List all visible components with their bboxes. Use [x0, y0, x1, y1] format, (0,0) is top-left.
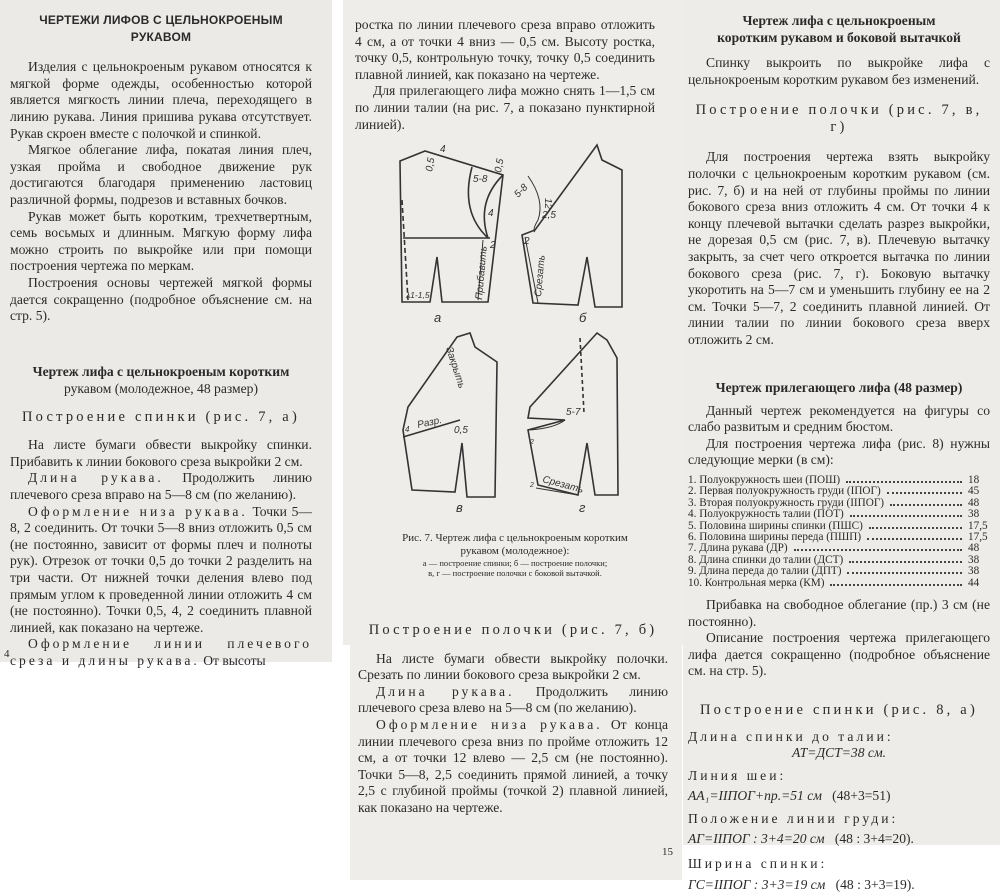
paragraph-text: Продолжить линию плечевого среза влево на 5—8 см (по желанию).: [358, 683, 668, 716]
paragraph: Для построения чертежа лифа (рис. 8) нужны следующие мерки (в см):: [688, 435, 990, 468]
label: 4: [405, 425, 410, 434]
dot-leader: [847, 572, 962, 574]
formula-label: Положение линии груди:: [688, 810, 899, 826]
caption-line: рукавом (молодежное):: [460, 545, 570, 557]
section-title: коротким рукавом и боковой вытачкой: [717, 30, 961, 45]
measurement-value: 38: [968, 508, 980, 521]
dot-leader: [830, 584, 962, 586]
measurement-value: 38: [968, 553, 980, 566]
measurement-label: 3. Вторая полуокружность груди (IIПОГ): [688, 496, 885, 509]
paragraph: Для прилегающего лифа можно снять 1—1,5 см по линии талии (на рис. 7, а показано пунктирной линией).: [355, 83, 655, 132]
paragraph: На листе бумаги обвести выкройку спинки. Прибавить к линии бокового среза выкройки 2 см.: [10, 437, 312, 469]
figure-letter: а: [434, 310, 442, 325]
measurement-item: [688, 578, 990, 589]
label: 0,5: [454, 425, 468, 436]
run-in-heading: Длина рукава.: [28, 470, 164, 486]
measurement-value: 48: [968, 542, 980, 555]
paragraph: [10, 470, 312, 503]
paragraph: [10, 636, 312, 669]
run-in-heading: Оформление низа рукава.: [28, 503, 248, 519]
dot-leader: [850, 515, 962, 517]
dot-leader: [794, 549, 962, 551]
paragraph: Построения основы чертежей мягкой формы дается сокращенно (подробное объяснение см. на стр. 5).: [10, 274, 312, 324]
label: 12: [542, 198, 553, 210]
dot-leader: [887, 492, 962, 494]
run-in-heading: Длина рукава.: [376, 683, 515, 699]
figure-caption: [360, 532, 670, 578]
paragraph-text: От высоты: [199, 653, 266, 668]
middle-page-bottom: [358, 622, 668, 817]
subheading: Построение полочки (рис. 7, в, г): [695, 102, 983, 135]
label: 2: [490, 240, 496, 251]
paragraph-text: Точки 5—8, 2 соединить. От точки 5—8 вниз отложить 0,5 см (не постоянно, зависит от формы плеч и полноты рук). Отрезок от точки 0,5 до точки 2 разделить на три части. От нижней точки деления влево под прямым углом к проведенной линии отложить 4 см (не постоянно). Точки 0,5, 4, 2 соединить плавной линией, как показано на чертеже.: [10, 503, 312, 635]
page-number: 15: [662, 846, 673, 858]
formula-calc: (48 : 3+4=20).: [834, 831, 914, 847]
left-page: [10, 12, 312, 670]
measurement-item: [688, 486, 990, 497]
label: 4: [440, 144, 446, 155]
label: 0,5: [424, 156, 438, 173]
measurements-list: [688, 475, 990, 589]
formula-label: Ширина спинки:: [688, 856, 828, 872]
subheading: Построение полочки (рис. 7, б): [368, 622, 658, 638]
paragraph: Описание построения чертежа прилегающего лифа дается сокращенно (подробное объяснение см. на стр. 5).: [688, 630, 990, 679]
run-in-heading: Оформление линии плечевого среза и длины рукава.: [10, 636, 312, 668]
paragraph: [10, 504, 312, 637]
caption-line: а — построение спинки; б — построение полочки;: [422, 558, 608, 568]
paragraph: [358, 717, 668, 817]
paragraph: На листе бумаги обвести выкройку полочки. Срезать по линии бокового среза выкройки 2 см.: [358, 650, 668, 683]
formula: АА₁=IIПОГ+пр.=51 см: [688, 788, 822, 804]
formula-calc: (48 : 3+3=19).: [835, 876, 915, 892]
measurement-item: [688, 566, 990, 577]
formula-calc: (48+3=51): [832, 788, 891, 804]
measurement-label: 8. Длина спинки до талии (ДСТ): [688, 553, 844, 566]
paragraph: Изделия с цельнокроеным рукавом относятся к мягкой форме одежды, особенностью которой является мягкость линии плеча, переходящего в линию рукава. Линия пришива рукава отсутствует. Рукав скроен вместе с полочкой и спинкой.: [10, 59, 312, 141]
formula-label: Длина спинки до талии:: [688, 728, 894, 744]
measurement-item: [688, 509, 990, 520]
label: Разр.: [416, 414, 444, 431]
paragraph: Мягкое облегание лифа, покатая линия плеч, узкая пройма и свободное движение рук достигаются благодаря применению ластовиц различной формы, подрезов и вставных бочков.: [10, 142, 312, 207]
formula: АТ=ДСТ=38 см.: [791, 745, 887, 761]
section-title: Чертеж прилегающего лифа (48 размер): [715, 379, 963, 395]
paragraph: Данный чертеж рекомендуется на фигуры со слабо развитым и средним бюстом.: [688, 402, 990, 435]
paragraph: Прибавка на свободное облегание (пр.) 3 см (не постоянно).: [688, 596, 990, 629]
draft-a-back: [400, 151, 503, 302]
paragraph: Рукав может быть коротким, трехчетвертным, семь восьмых и длинным. Мягкую форму лифа можно строить по выкройке или при помощи построения чертежа по меркам.: [10, 208, 312, 274]
measurement-value: 17,5: [968, 530, 988, 543]
measurement-value: 45: [968, 485, 980, 498]
section-title: Чертеж лифа с цельнокроеным коротким: [32, 363, 290, 379]
measurement-label: 6. Половина ширины переда (ПШП): [688, 530, 862, 543]
paragraph: Для построения чертежа взять выкройку полочки с цельнокроеным коротким рукавом (см. рис. 7, б) и на ней от глубины проймы по линии бокового среза вниз отложить 4 см. От точки 4 к концу плечевой вытачки сделать разрез выкройки, не дорезая 0,5 см (рис. 7, в). Плечевую вытачку закрыть, за счет чего откроется вытачка по линии бокового среза (рис. 7, г). Боковую вытачку укоротить на 5—7 см и уменьшить глубину ее на 2 см. Точки 5—7, 2 соединить плавной линией. От линии талии по линии бокового среза вверх отложить 2 см.: [688, 149, 990, 347]
dot-leader: [869, 527, 962, 529]
paragraph-text: От конца линии плечевого среза вниз по пройме отложить 12 см, а от точки 12 влево — 2,5 см (не постоянно). Точки 5—8, 2,5 соединить прямой линией, а точку 2,5 с глубиной проймы (точкой 2) плавной линией, как показано на чертеже.: [358, 716, 668, 815]
figure-7-bodice-drafts: [360, 140, 670, 530]
formula: ГС=IIПОГ : 3+3=19 см: [688, 876, 826, 892]
figure-letter: б: [579, 310, 587, 325]
label: 4: [488, 208, 494, 219]
subheading: Построение спинки (рис. 8, а): [700, 701, 978, 718]
label: 5-8: [512, 182, 531, 201]
measurement-value: 18: [968, 473, 980, 486]
measurement-label: 2. Первая полуокружность груди (IПОГ): [688, 485, 881, 498]
measurement-label: 9. Длина переда до талии (ДПТ): [688, 565, 842, 578]
dot-leader: [867, 538, 962, 540]
measurement-label: 5. Половина ширины спинки (ПШС): [688, 519, 863, 532]
measurement-label: 1. Полуокружность шеи (ПОШ): [688, 473, 841, 486]
right-page: [688, 12, 990, 893]
label: 2,5: [542, 210, 556, 221]
label: 5-8: [473, 174, 488, 185]
subheading: Построение спинки (рис. 7, а): [22, 408, 300, 425]
paragraph: Спинку выкроить по выкройке лифа с цельнокроеным коротким рукавом без изменений.: [688, 55, 990, 87]
label: Срезать: [533, 254, 548, 298]
measurement-value: 17,5: [968, 519, 988, 532]
section-title: рукавом (молодежное, 48 размер): [63, 380, 259, 396]
measurement-item: [688, 543, 990, 554]
measurement-value: 48: [968, 496, 980, 509]
dot-leader: [849, 561, 962, 563]
chapter-heading: ЧЕРТЕЖИ ЛИФОВ С ЦЕЛЬНОКРОЕНЫМ РУКАВОМ: [39, 13, 283, 44]
caption-line: Рис. 7. Чертеж лифа с цельнокроеным коротким: [402, 532, 628, 544]
run-in-heading: Оформление низа рукава.: [376, 716, 603, 732]
measurement-value: 44: [968, 576, 980, 589]
measurement-label: 7. Длина рукава (ДР): [688, 542, 788, 555]
label: 0,5: [493, 157, 507, 174]
middle-page-top: [355, 17, 655, 133]
label: 2: [524, 236, 530, 247]
label: 2: [530, 439, 534, 446]
section-title: Чертеж лифа с цельнокроеным: [742, 13, 936, 28]
figure-letter: г: [579, 500, 586, 515]
caption-line: в, г — построение полочки с боковой вытачкой.: [428, 568, 602, 578]
paragraph: [358, 684, 668, 717]
label: Закрыть: [443, 345, 467, 390]
measurement-value: 38: [968, 565, 980, 578]
measurement-label: 4. Полуокружность талии (ПОТ): [688, 508, 844, 521]
page-number: 4: [4, 648, 10, 660]
dot-leader: [890, 504, 962, 506]
label: Прибавить: [474, 245, 490, 301]
formula: АГ=IIПОГ : 3+4=20 см: [688, 831, 825, 847]
paragraph-text: Продолжить линию плечевого среза вправо на 5—8 см (по желанию).: [10, 470, 312, 503]
formula-label: Линия шеи:: [688, 767, 787, 783]
label: 5-7: [566, 407, 581, 418]
measurement-label: 10. Контрольная мерка (КМ): [688, 576, 825, 589]
label: Срезать: [541, 474, 585, 496]
paragraph: ростка по линии плечевого среза вправо отложить 4 см, а от точки 4 вниз — 0,5 см. Высоту ростка, точку 0,5, контрольную точку, точку 0,5 соединить плавной линией, как показано на чертеже.: [355, 17, 655, 82]
figure-letter: в: [456, 500, 463, 515]
dot-leader: [846, 481, 962, 483]
label: 2: [530, 482, 534, 489]
label: λ1-1,5: [406, 290, 430, 300]
